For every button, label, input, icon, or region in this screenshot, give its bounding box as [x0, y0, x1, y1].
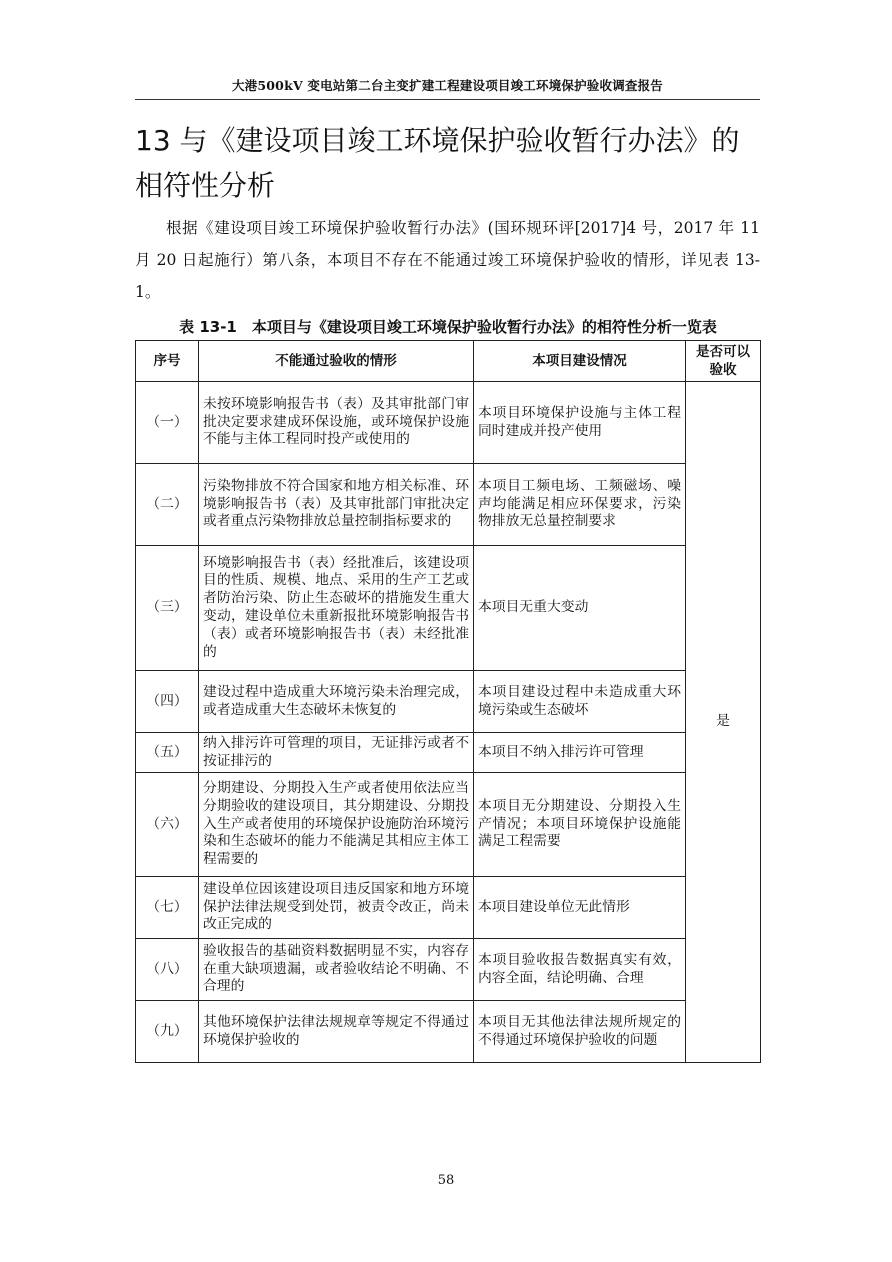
row-status: 本项目验收报告数据真实有效，内容全面，结论明确、合理 [474, 939, 686, 1001]
row-number: （九） [136, 1001, 199, 1063]
intro-paragraph: 根据《建设项目竣工环境保护验收暂行办法》(国环规环评[2017]4 号，2017 年 11 月 20 日起施行）第八条，本项目不存在不能通过竣工环境保护验收的情形，详见表 13-1。 [135, 219, 760, 301]
row-number: （五） [136, 733, 199, 773]
row-status: 本项目不纳入排污许可管理 [474, 733, 686, 773]
row-number: （六） [136, 773, 199, 877]
header-verdict: 是否可以验收 [686, 341, 761, 382]
table-row [136, 382, 761, 464]
table-row [136, 546, 761, 671]
row-status: 本项目无重大变动 [474, 546, 686, 671]
row-condition: 环境影响报告书（表）经批准后，该建设项目的性质、规模、地点、采用的生产工艺或者防治污染、防止生态破坏的措施发生重大变动，建设单位未重新报批环境影响报告书（表）或者环境影响报告书（表）未经批准的 [199, 546, 474, 671]
header-status: 本项目建设情况 [474, 341, 686, 382]
table-header-row [136, 341, 761, 382]
table-row [136, 1001, 761, 1063]
section-title: 13 与《建设项目竣工环境保护验收暂行办法》的相符性分析 [135, 124, 740, 202]
row-condition: 建设过程中造成重大环境污染未治理完成，或者造成重大生态破坏未恢复的 [199, 671, 474, 733]
table-row [136, 733, 761, 773]
header-condition: 不能通过验收的情形 [199, 341, 474, 382]
page-number: 58 [437, 1173, 455, 1188]
row-number: （一） [136, 382, 199, 464]
row-status: 本项目建设过程中未造成重大环境污染或生态破坏 [474, 671, 686, 733]
table-row [136, 773, 761, 877]
verdict-cell: 是 [686, 382, 761, 1063]
table-row [136, 877, 761, 939]
row-number: （七） [136, 877, 199, 939]
row-status: 本项目无其他法律法规所规定的不得通过环境保护验收的问题 [474, 1001, 686, 1063]
row-number: （八） [136, 939, 199, 1001]
row-condition: 其他环境保护法律法规规章等规定不得通过环境保护验收的 [199, 1001, 474, 1063]
row-status: 本项目建设单位无此情形 [474, 877, 686, 939]
row-number: （四） [136, 671, 199, 733]
report-header-title: 大港500kV 变电站第二台主变扩建工程建设项目竣工环境保护验收调查报告 [231, 78, 663, 93]
row-number: （二） [136, 464, 199, 546]
table-row [136, 671, 761, 733]
row-condition: 验收报告的基础资料数据明显不实，内容存在重大缺项遗漏，或者验收结论不明确、不合理的 [199, 939, 474, 1001]
header-num: 序号 [136, 341, 199, 382]
table-row [136, 464, 761, 546]
row-condition: 分期建设、分期投入生产或者使用依法应当分期验收的建设项目，其分期建设、分期投入生产或者使用的环境保护设施防治环境污染和生态破坏的能力不能满足其相应主体工程需要的 [199, 773, 474, 877]
row-condition: 未按环境影响报告书（表）及其审批部门审批决定要求建成环保设施，或环境保护设施不能与主体工程同时投产或使用的 [199, 382, 474, 464]
row-condition: 纳入排污许可管理的项目，无证排污或者不按证排污的 [199, 733, 474, 773]
row-condition: 污染物排放不符合国家和地方相关标准、环境影响报告书（表）及其审批部门审批决定或者重点污染物排放总量控制指标要求的 [199, 464, 474, 546]
header-divider [135, 99, 760, 100]
row-status: 本项目无分期建设、分期投入生产情况；本项目环境保护设施能满足工程需要 [474, 773, 686, 877]
compliance-table [135, 340, 760, 1063]
row-status: 本项目工频电场、工频磁场、噪声均能满足相应环保要求，污染物排放无总量控制要求 [474, 464, 686, 546]
row-condition: 建设单位因该建设项目违反国家和地方环境保护法律法规受到处罚，被责令改正，尚未改正完成的 [199, 877, 474, 939]
row-status: 本项目环境保护设施与主体工程同时建成并投产使用 [474, 382, 686, 464]
table-caption: 表 13-1 本项目与《建设项目竣工环境保护验收暂行办法》的相符性分析一览表 [179, 318, 717, 336]
table-row [136, 939, 761, 1001]
row-number: （三） [136, 546, 199, 671]
